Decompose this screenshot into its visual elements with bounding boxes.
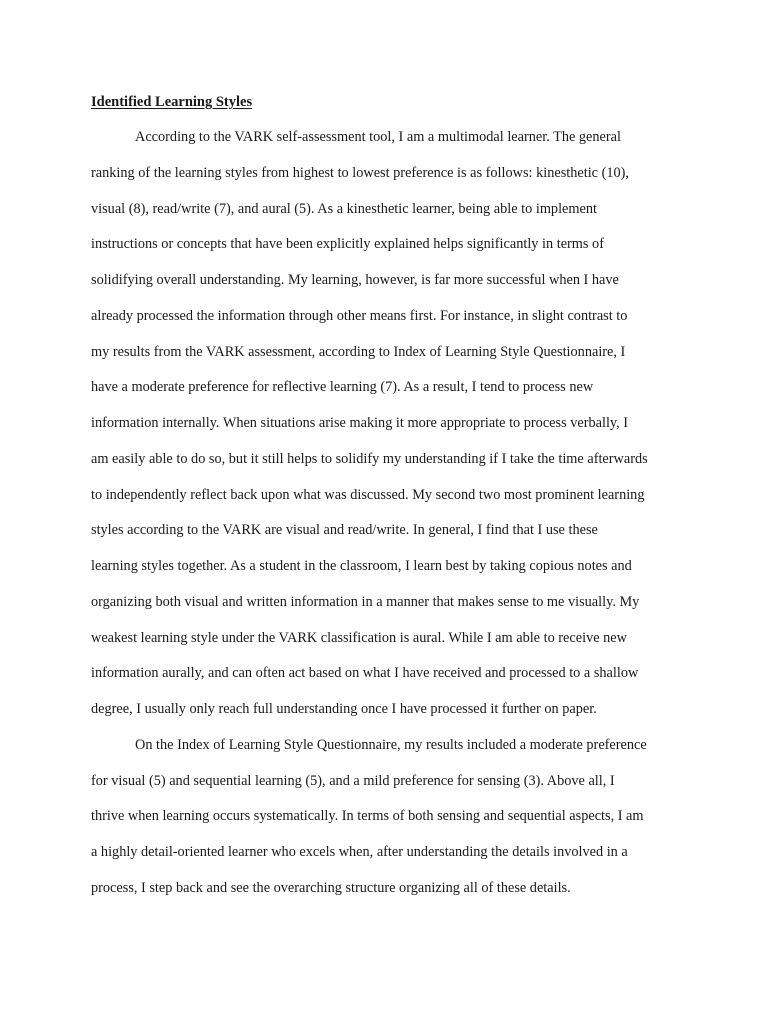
paragraph-2-line-3: thrive when learning occurs systematically. In terms of both sensing and sequential aspects, I am	[91, 808, 644, 824]
section-heading: Identified Learning Styles	[91, 94, 253, 110]
paragraph-1-line-17: degree, I usually only reach full understanding once I have processed it further on paper.	[91, 701, 597, 717]
paragraph-1-line-11: to independently reflect back upon what was discussed. My second two most prominent learning	[91, 487, 645, 503]
paragraph-1-line-16: information aurally, and can often act based on what I have received and processed to a shallow	[91, 665, 639, 681]
paragraph-1-line-3: visual (8), read/write (7), and aural (5). As a kinesthetic learner, being able to implement	[91, 201, 597, 217]
paragraph-1-line-1: According to the VARK self-assessment tool, I am a multimodal learner. The general	[135, 129, 621, 145]
paragraph-1-line-2: ranking of the learning styles from highest to lowest preference is as follows: kinesthetic (10),	[91, 165, 629, 181]
paragraph-2-line-2: for visual (5) and sequential learning (5), and a mild preference for sensing (3). Above all, I	[91, 773, 615, 789]
paragraph-1-line-15: weakest learning style under the VARK classification is aural. While I am able to receive new	[91, 630, 627, 646]
paragraph-1-line-12: styles according to the VARK are visual and read/write. In general, I find that I use these	[91, 522, 598, 538]
paragraph-1-line-9: information internally. When situations arise making it more appropriate to process verbally, I	[91, 415, 629, 431]
paragraph-1-line-10: am easily able to do so, but it still helps to solidify my understanding if I take the time afterwards	[91, 451, 648, 467]
paragraph-1-line-7: my results from the VARK assessment, according to Index of Learning Style Questionnaire, I	[91, 344, 626, 360]
paragraph-2-line-5: process, I step back and see the overarching structure organizing all of these details.	[91, 880, 571, 896]
paragraph-1-line-4: instructions or concepts that have been explicitly explained helps significantly in terms of	[91, 236, 604, 252]
paragraph-1-line-13: learning styles together. As a student in the classroom, I learn best by taking copious notes and	[91, 558, 632, 574]
paragraph-2-line-1: On the Index of Learning Style Questionnaire, my results included a moderate preference	[135, 737, 647, 753]
paragraph-2-line-4: a highly detail-oriented learner who excels when, after understanding the details involved in a	[91, 844, 628, 860]
paragraph-1-line-8: have a moderate preference for reflective learning (7). As a result, I tend to process new	[91, 379, 594, 395]
paragraph-1-line-14: organizing both visual and written information in a manner that makes sense to me visually. My	[91, 594, 640, 610]
paragraph-1-line-6: already processed the information through other means first. For instance, in slight contrast to	[91, 308, 628, 324]
paragraph-1-line-5: solidifying overall understanding. My learning, however, is far more successful when I have	[91, 272, 619, 288]
